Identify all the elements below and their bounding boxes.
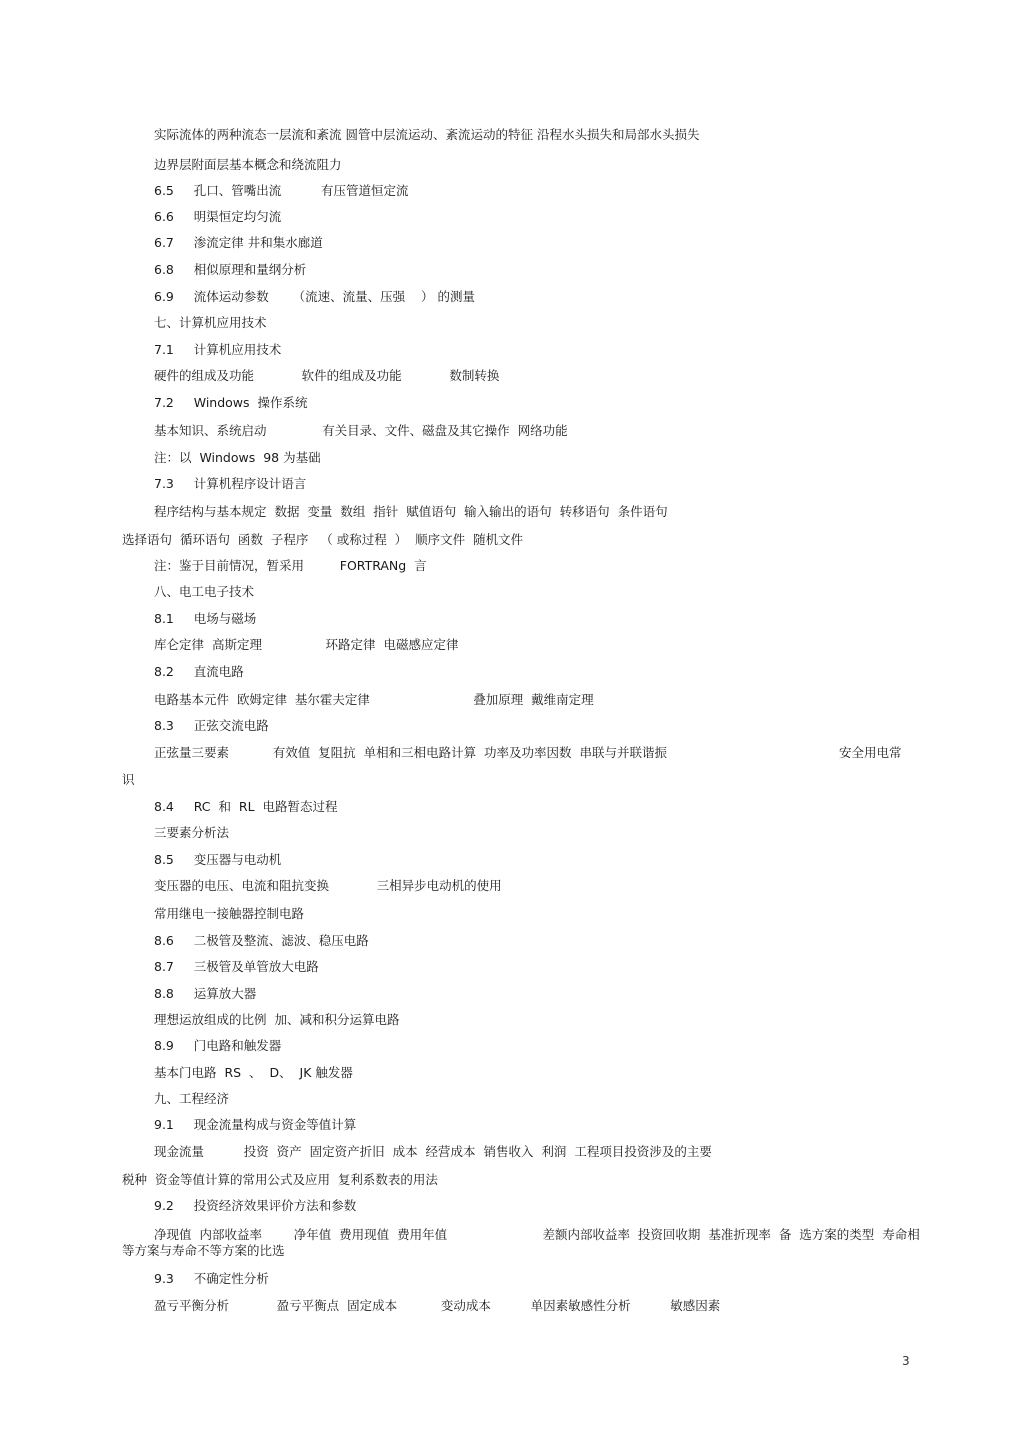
text-line: 9.2 投资经济效果评价方法和参数 <box>154 1198 357 1213</box>
text-line: 识 <box>122 772 135 787</box>
text-line: 安全用电常 <box>839 745 902 760</box>
text-line: 注：以 Windows 98 为基础 <box>154 450 321 465</box>
text-line: 硬件的组成及功能 软件的组成及功能 数制转换 <box>154 368 500 383</box>
text-line: 基本知识、系统启动 有关目录、文件、磁盘及其它操作 网络功能 <box>154 423 568 438</box>
text-line: 7.2 Windows 操作系统 <box>154 395 308 410</box>
text-line: 8.4 RC 和 RL 电路暂态过程 <box>154 799 338 814</box>
page-number: 3 <box>902 1354 910 1368</box>
section-heading: 九、工程经济 <box>154 1091 230 1106</box>
text-line: 7.3 计算机程序设计语言 <box>154 476 307 491</box>
text-line: 注：鉴于目前情况，暂采用 FORTRANg 言 <box>154 558 427 573</box>
text-line: 6.6 明渠恒定均匀流 <box>154 209 282 224</box>
text-line: 选择语句 循环语句 函数 子程序 （ 或称过程 ） 顺序文件 随机文件 <box>122 532 524 547</box>
text-line: 8.8 运算放大器 <box>154 986 257 1001</box>
text-line: 实际流体的两种流态一层流和紊流 圆管中层流运动、紊流运动的特征 沿程水头损失和局部水头损失 <box>154 127 700 142</box>
text-line: 税种 资金等值计算的常用公式及应用 复利系数表的用法 <box>122 1172 438 1187</box>
text-line: 8.1 电场与磁场 <box>154 611 257 626</box>
text-line: 净现值 内部收益率 净年值 费用现值 费用年值 差额内部收益率 投资回收期 基准折现率 备 选方案的类型 寿命相 <box>154 1227 920 1242</box>
text-line: 8.6 二极管及整流、滤波、稳压电路 <box>154 933 369 948</box>
section-heading: 八、电工电子技术 <box>154 584 255 599</box>
text-line: 正弦量三要素 有效值 复阻抗 单相和三相电路计算 功率及功率因数 串联与并联谐振 <box>154 745 667 760</box>
text-line: 程序结构与基本规定 数据 变量 数组 指针 赋值语句 输入输出的语句 转移语句 条件语句 <box>154 504 668 519</box>
section-heading: 七、计算机应用技术 <box>154 315 267 330</box>
text-line: 库仑定律 高斯定理 环路定律 电磁感应定律 <box>154 637 459 652</box>
text-line: 6.9 流体运动参数 （流速、流量、压强 ） 的测量 <box>154 289 475 304</box>
text-line: 变压器的电压、电流和阻抗变换 三相异步电动机的使用 <box>154 878 502 893</box>
text-line: 边界层附面层基本概念和绕流阻力 <box>154 157 342 172</box>
text-line: 7.1 计算机应用技术 <box>154 342 282 357</box>
text-line: 6.5 孔口、管嘴出流 有压管道恒定流 <box>154 183 409 198</box>
text-line: 理想运放组成的比例 加、减和积分运算电路 <box>154 1012 400 1027</box>
text-line: 8.5 变压器与电动机 <box>154 852 282 867</box>
text-line: 基本门电路 RS 、 D、 JK 触发器 <box>154 1065 353 1080</box>
text-line: 现金流量 投资 资产 固定资产折旧 成本 经营成本 销售收入 利润 工程项目投资涉及的主要 <box>154 1144 712 1159</box>
text-line: 9.3 不确定性分析 <box>154 1271 269 1286</box>
text-line: 9.1 现金流量构成与资金等值计算 <box>154 1117 357 1132</box>
text-line: 常用继电一接触器控制电路 <box>154 906 305 921</box>
text-line: 6.8 相似原理和量纲分析 <box>154 262 307 277</box>
text-line: 等方案与寿命不等方案的比选 <box>122 1243 285 1258</box>
text-line: 8.7 三极管及单管放大电路 <box>154 959 319 974</box>
text-line: 电路基本元件 欧姆定律 基尔霍夫定律 叠加原理 戴维南定理 <box>154 692 594 707</box>
text-line: 8.3 正弦交流电路 <box>154 718 269 733</box>
text-line: 8.9 门电路和触发器 <box>154 1038 282 1053</box>
text-line: 三要素分析法 <box>154 825 230 840</box>
text-line: 8.2 直流电路 <box>154 664 244 679</box>
text-line: 6.7 渗流定律 井和集水廊道 <box>154 235 323 250</box>
text-line: 盈亏平衡分析 盈亏平衡点 固定成本 变动成本 单因素敏感性分析 敏感因素 <box>154 1298 721 1313</box>
